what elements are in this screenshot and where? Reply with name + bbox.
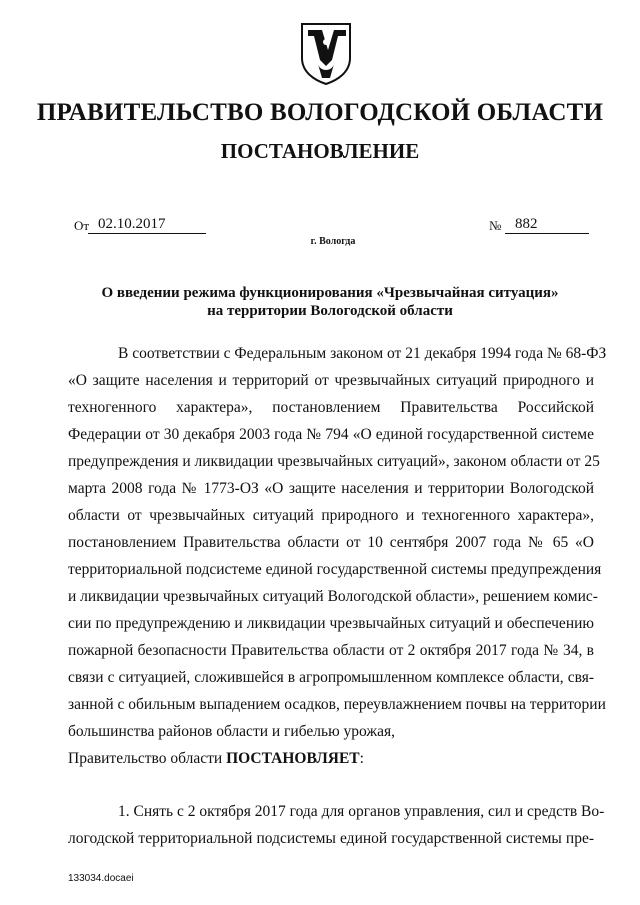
preamble-line: техногенного характера», постановлением Правительства Российской bbox=[68, 399, 594, 416]
preamble-line: территориальной подсистеме единой государственной системы предупреждения bbox=[68, 561, 602, 578]
preamble-line: области от чрезвычайных ситуаций природного и техногенного характера», bbox=[68, 507, 594, 524]
document-subject bbox=[60, 284, 600, 320]
decree-prefix: Правительство области bbox=[68, 750, 227, 767]
document-number: 882 bbox=[505, 216, 589, 234]
decree-word: ПОСТАНОВЛЯЕТ bbox=[226, 750, 360, 767]
preamble-line: В соответствии с Федеральным законом от 21 декабря 1994 года № 68-ФЗ bbox=[118, 345, 607, 362]
preamble-line: постановлением Правительства области от 10 сентября 2007 года № 65 «О bbox=[68, 534, 594, 551]
city-label: г. Вологда bbox=[310, 236, 356, 247]
preamble-line: занной с обильным выпадением осадков, переувлажнением почвы на территории bbox=[68, 696, 606, 713]
preamble-line: Федерации от 30 декабря 2003 года № 794 «О единой государственной системе bbox=[68, 426, 594, 443]
date-label: От bbox=[74, 218, 90, 233]
preamble-line: сии по предупреждению и ликвидации чрезвычайных ситуаций и обеспечению bbox=[68, 615, 594, 632]
subject-line: на территории Вологодской области bbox=[207, 303, 453, 319]
item-line: 1. Снять с 2 октября 2017 года для органов управления, сил и средств Во- bbox=[118, 803, 605, 820]
coat-of-arms-emblem bbox=[298, 20, 354, 86]
preamble-line: предупреждения и ликвидации чрезвычайных ситуаций», законом области от 25 bbox=[68, 453, 600, 470]
preamble-line: связи с ситуацией, сложившейся в агропромышленном комплексе области, свя- bbox=[68, 669, 594, 686]
preamble-line: пожарной безопасности Правительства области от 2 октября 2017 года № 34, в bbox=[68, 642, 594, 659]
document-type: ПОСТАНОВЛЕНИЕ bbox=[220, 139, 420, 163]
decree-suffix: : bbox=[359, 750, 364, 767]
subject-line: О введении режима функционирования «Чрезвычайная ситуация» bbox=[101, 285, 559, 301]
file-code: 133034.docaei bbox=[68, 873, 134, 884]
government-title: ПРАВИТЕЛЬСТВО ВОЛОГОДСКОЙ ОБЛАСТИ bbox=[36, 99, 604, 126]
document-date: 02.10.2017 bbox=[88, 216, 206, 234]
preamble-line: марта 2008 года № 1773-ОЗ «О защите населения и территории Вологодской bbox=[68, 480, 594, 497]
decree-statement bbox=[68, 749, 594, 769]
item-line: логодской территориальной подсистемы единой государственной системы пре- bbox=[68, 830, 594, 847]
preamble-line: и ликвидации чрезвычайных ситуаций Вологодской области», решением комис- bbox=[68, 588, 598, 605]
preamble-line: большинства районов области и гибелью урожая, bbox=[68, 723, 395, 740]
number-label: № bbox=[489, 218, 502, 233]
preamble-line: «О защите населения и территорий от чрезвычайных ситуаций природного и bbox=[68, 372, 594, 389]
